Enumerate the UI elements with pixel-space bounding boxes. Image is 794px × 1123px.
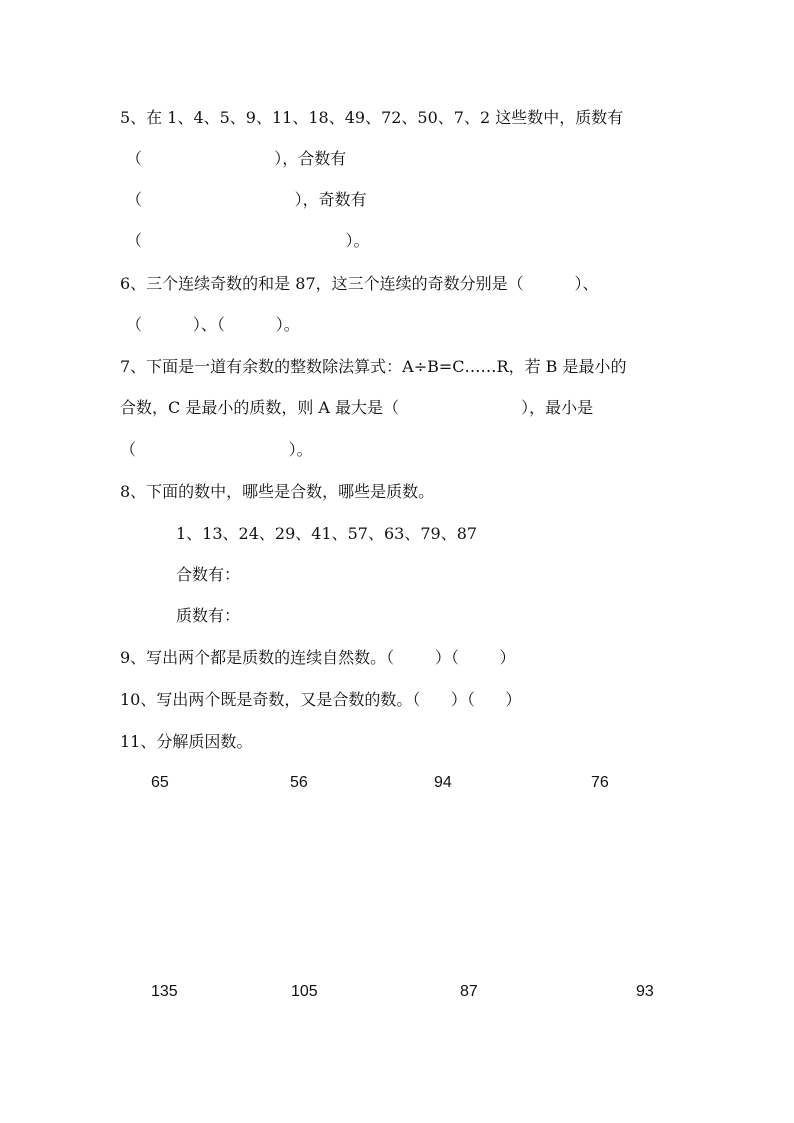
- q7-line1: 7、下面是一道有余数的整数除法算式：A÷B=C……R，若 B 是最小的: [120, 357, 627, 376]
- q11-number: 135: [151, 983, 178, 1000]
- q11-number: 105: [291, 983, 318, 1000]
- q5-line4: （ ）。: [126, 231, 370, 250]
- q8-numbers: 1、13、24、29、41、57、63、79、87: [176, 524, 478, 543]
- q11-title: 11、分解质因数。: [120, 732, 253, 751]
- q7-line3: （ ）。: [120, 440, 313, 459]
- q11-number: 76: [591, 774, 609, 791]
- q5-line1: 5、在 1、4、5、9、11、18、49、72、50、7、2 这些数中，质数有: [120, 108, 624, 127]
- q11-number: 65: [151, 774, 169, 791]
- q6-line2: （ ）、（ ）。: [126, 315, 300, 334]
- q10-text: 10、写出两个既是奇数，又是合数的数。（ ）（ ）: [120, 690, 522, 709]
- q8-composite-label: 合数有：: [176, 565, 241, 584]
- q7-line2: 合数，C 是最小的质数，则 A 最大是（ ），最小是: [120, 398, 594, 417]
- q8-prime-label: 质数有：: [176, 606, 241, 625]
- q11-number: 94: [434, 774, 452, 791]
- q5-line3: （ ），奇数有: [126, 190, 367, 209]
- q11-number: 93: [636, 983, 654, 1000]
- q11-number: 56: [290, 774, 308, 791]
- q6-line1: 6、三个连续奇数的和是 87，这三个连续的奇数分别是（ ）、: [120, 274, 599, 293]
- q8-line1: 8、下面的数中，哪些是合数，哪些是质数。: [120, 482, 435, 501]
- q9-text: 9、写出两个都是质数的连续自然数。（ ）（ ）: [120, 648, 516, 667]
- q11-number: 87: [460, 983, 478, 1000]
- q5-line2: （ ），合数有: [126, 149, 347, 168]
